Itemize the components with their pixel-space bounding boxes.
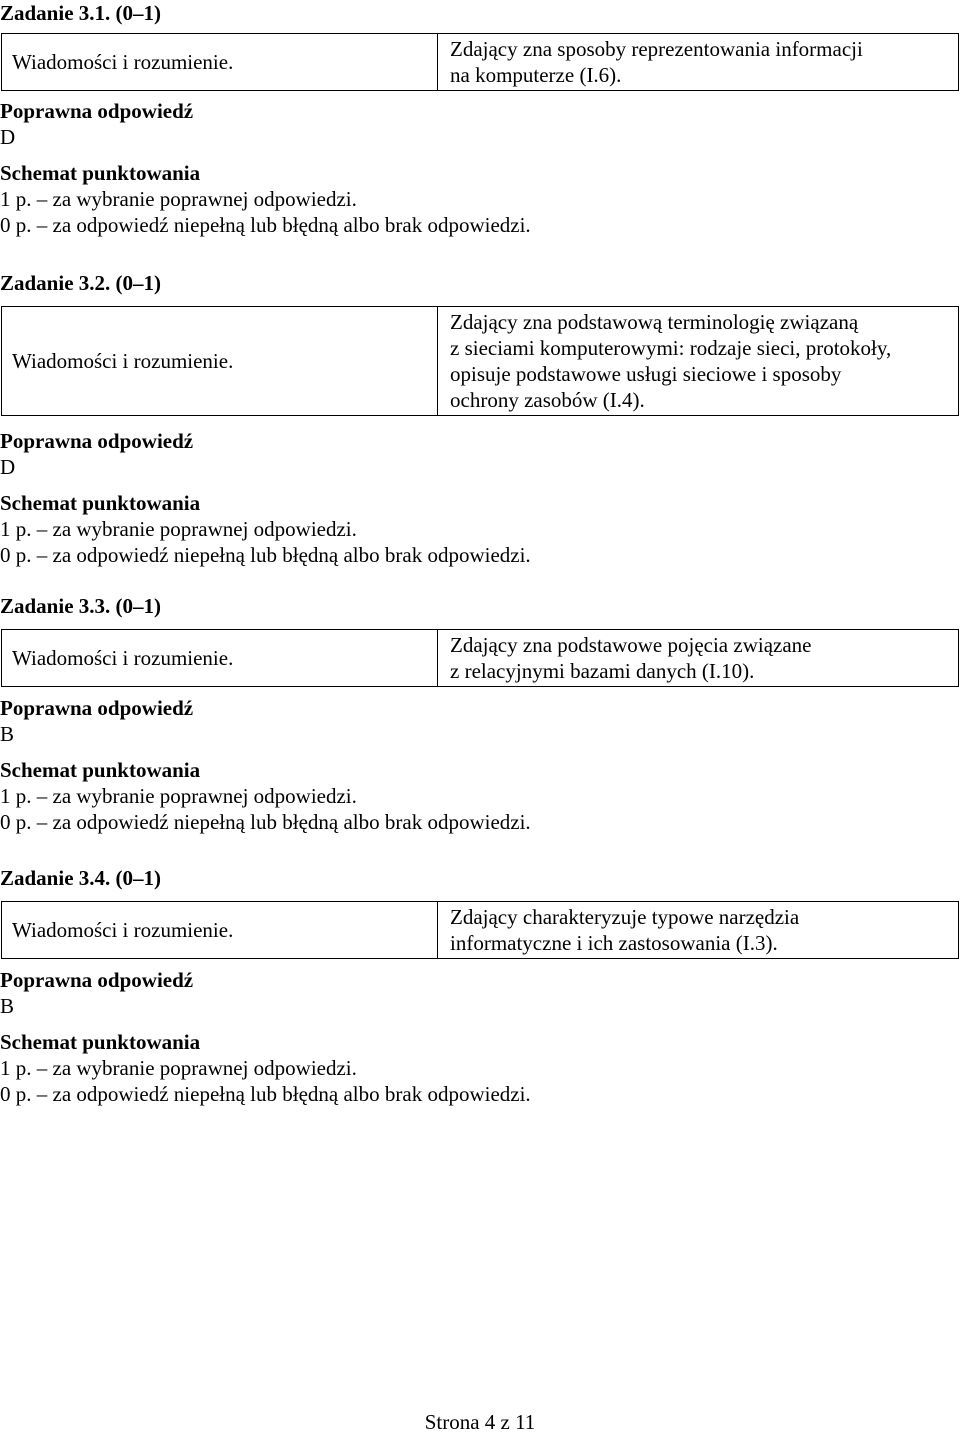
requirement-line: Zdający zna sposoby reprezentowania informacji <box>450 37 863 61</box>
scheme-label: Schemat punktowania <box>0 491 201 515</box>
requirement-line: opisuje podstawowe usługi sieciowe i sposoby <box>450 362 842 386</box>
requirement-category: Wiadomości i rozumienie. <box>2 630 438 686</box>
answer-value: B <box>0 722 15 746</box>
requirement-category: Wiadomości i rozumienie. <box>2 307 438 415</box>
requirement-line: z relacyjnymi bazami danych (I.10). <box>450 659 755 683</box>
requirement-line: ochrony zasobów (I.4). <box>450 388 645 412</box>
task-3-2 <box>0 270 960 568</box>
scheme-line: 1 p. – za wybranie poprawnej odpowiedzi. <box>0 784 357 808</box>
scheme-line: 0 p. – za odpowiedź niepełną lub błędną albo brak odpowiedzi. <box>0 543 531 567</box>
answer-value: D <box>0 125 16 149</box>
answer-label: Poprawna odpowiedź <box>0 99 194 123</box>
task-3-4 <box>0 865 960 1107</box>
scheme-line: 1 p. – za wybranie poprawnej odpowiedzi. <box>0 187 357 211</box>
scheme-label: Schemat punktowania <box>0 758 201 782</box>
scheme-label: Schemat punktowania <box>0 1030 201 1054</box>
requirement-description <box>438 902 958 958</box>
task-title: Zadanie 3.4. (0–1) <box>0 866 162 890</box>
requirements-table <box>1 629 959 687</box>
requirement-description <box>438 630 958 686</box>
requirement-line: informatyczne i ich zastosowania (I.3). <box>450 931 778 955</box>
requirement-line: Zdający zna podstawową terminologię związaną <box>450 310 859 334</box>
requirements-table <box>1 306 959 416</box>
scheme-line: 0 p. – za odpowiedź niepełną lub błędną albo brak odpowiedzi. <box>0 1082 531 1106</box>
requirement-line: z sieciami komputerowymi: rodzaje sieci, protokoły, <box>450 336 892 360</box>
scheme-line: 0 p. – za odpowiedź niepełną lub błędną albo brak odpowiedzi. <box>0 810 531 834</box>
page-number: Strona 4 z 11 <box>424 1410 536 1434</box>
task-title: Zadanie 3.1. (0–1) <box>0 1 162 25</box>
requirement-description <box>438 307 958 415</box>
scheme-line: 1 p. – za wybranie poprawnej odpowiedzi. <box>0 1056 357 1080</box>
task-title: Zadanie 3.2. (0–1) <box>0 271 162 295</box>
answer-value: D <box>0 455 16 479</box>
requirement-line: Zdający charakteryzuje typowe narzędzia <box>450 905 800 929</box>
requirement-line: na komputerze (I.6). <box>450 63 622 87</box>
scheme-line: 1 p. – za wybranie poprawnej odpowiedzi. <box>0 517 357 541</box>
scheme-label: Schemat punktowania <box>0 161 201 185</box>
task-3-1 <box>0 0 960 238</box>
task-3-3 <box>0 593 960 835</box>
requirement-category: Wiadomości i rozumienie. <box>2 34 438 90</box>
requirement-line: Zdający zna podstawowe pojęcia związane <box>450 633 812 657</box>
task-title: Zadanie 3.3. (0–1) <box>0 594 162 618</box>
requirement-category: Wiadomości i rozumienie. <box>2 902 438 958</box>
requirement-description <box>438 34 958 90</box>
scheme-line: 0 p. – za odpowiedź niepełną lub błędną albo brak odpowiedzi. <box>0 213 531 237</box>
answer-label: Poprawna odpowiedź <box>0 429 194 453</box>
requirements-table <box>1 901 959 959</box>
requirements-table <box>1 33 959 91</box>
answer-label: Poprawna odpowiedź <box>0 968 194 992</box>
answer-value: B <box>0 994 15 1018</box>
answer-label: Poprawna odpowiedź <box>0 696 194 720</box>
